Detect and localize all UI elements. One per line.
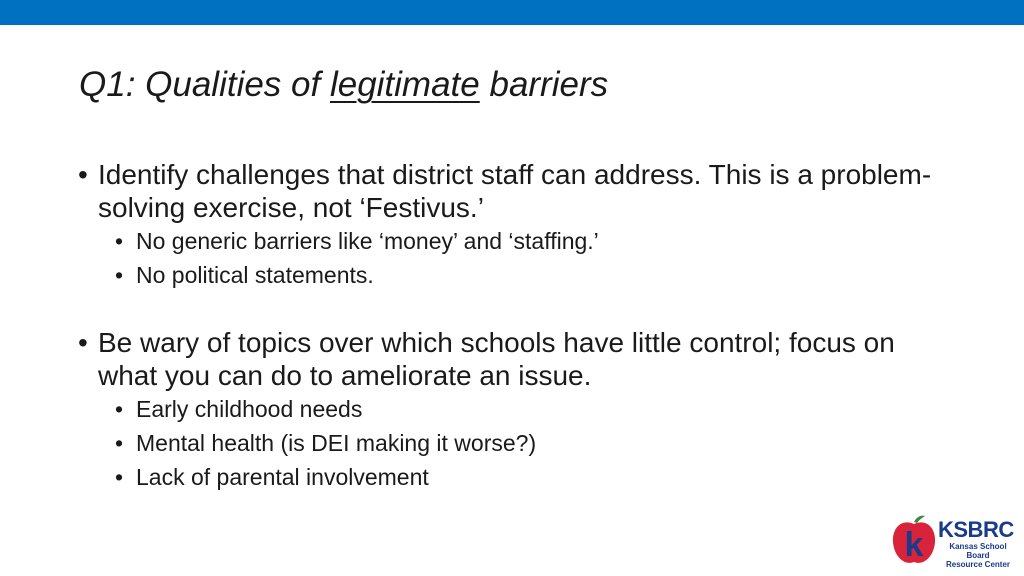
bullet-group-1 bbox=[78, 158, 938, 292]
logo-tagline-line-2: Resource Center bbox=[945, 560, 1011, 569]
bullet-main bbox=[78, 158, 938, 224]
sub-bullet bbox=[78, 426, 938, 460]
sub-bullet bbox=[78, 224, 938, 258]
bullet-dot-icon: • bbox=[115, 262, 124, 288]
logo-tagline bbox=[940, 542, 1016, 569]
sub-bullet-text: Lack of parental involvement bbox=[136, 464, 429, 490]
sub-bullet-text: Early childhood needs bbox=[136, 396, 363, 422]
sub-bullet bbox=[78, 460, 938, 494]
sub-bullet-text: No generic barriers like ‘money’ and ‘staffing.’ bbox=[136, 228, 599, 254]
bullet-dot-icon: • bbox=[115, 396, 124, 422]
bullet-dot-icon: • bbox=[78, 159, 88, 190]
title-emphasis: legitimate bbox=[329, 65, 480, 104]
sub-bullet bbox=[78, 392, 938, 426]
sub-bullet-text: No political statements. bbox=[136, 262, 374, 288]
bullet-dot-icon: • bbox=[78, 327, 88, 358]
bullet-group-2 bbox=[78, 326, 938, 494]
logo-tagline-line-1: Kansas School Board bbox=[949, 542, 1007, 560]
title-suffix: barriers bbox=[479, 65, 609, 104]
bullet-dot-icon: • bbox=[115, 430, 124, 456]
slide-title bbox=[79, 62, 608, 108]
top-accent-bar bbox=[0, 0, 1024, 25]
logo-wordmark: KSBRC bbox=[938, 517, 1014, 542]
ksbrc-logo bbox=[890, 514, 1016, 568]
bullet-dot-icon: • bbox=[115, 464, 124, 490]
title-prefix: Q1: Qualities of bbox=[79, 65, 330, 104]
bullet-text: Identify challenges that district staff can address. This is a problem-solving exercise, not ‘Festivus.’ bbox=[98, 159, 932, 223]
bullet-main bbox=[78, 326, 938, 392]
bullet-dot-icon: • bbox=[115, 228, 124, 254]
apple-k-icon bbox=[890, 514, 940, 568]
logo-letter: k bbox=[904, 526, 924, 564]
sub-bullet bbox=[78, 258, 938, 292]
bullet-text: Be wary of topics over which schools have little control; focus on what you can do to ameliorate an issue. bbox=[98, 327, 895, 391]
sub-bullet-text: Mental health (is DEI making it worse?) bbox=[136, 430, 537, 456]
